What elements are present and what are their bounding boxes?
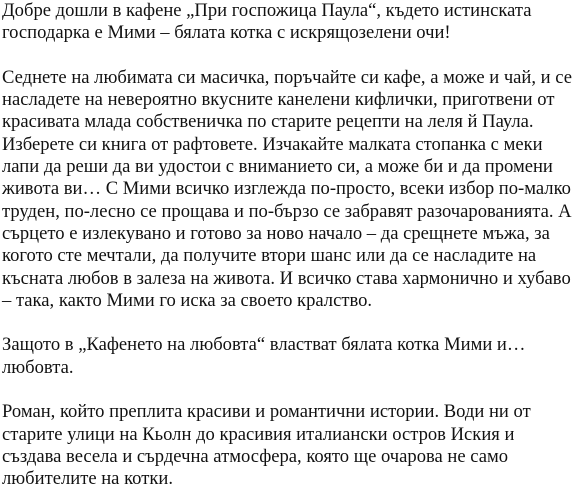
story-paragraph: Седнете на любимата си масичка, поръчайте си кафе, а може и чай, и се насладете на невероятно вкусните канелени кифлички, приготвени от красивата млада собственичка по старите рецепти на леля й Паула. Изберете си книга от рафтовете. Изчакайте малката стопанка с меки лапи да реши да ви удостои с вниманието си, а може би и да промени живота ви… С Мими всичко изглежда по-просто, всеки избор по-малко труден, по-лесно се прощава и по-бързо се забравят разочарованията. А сърцето е излекувано и готово за ново начало – да срещнете мъжа, за когото сте мечтали, да получите втори шанс или да се насладите на късната любов в залеза на живота. И всичко става хармонично и хубаво – така, както Мими го иска за своето кралство. <box>2 66 573 311</box>
summary-paragraph: Роман, който преплита красиви и романтични истории. Води ни от старите улици на Кьолн до красивия италиански остров Иския и създава весела и сърдечна атмосфера, която ще очарова не само любителите на котки. <box>2 401 531 490</box>
intro-paragraph: Добре дошли в кафене „При госпожица Паула“, където истинската господарка е Мими – бялата котка с искрящозелени очи! <box>2 0 532 44</box>
tagline-paragraph: Защото в „Кафенето на любовта“ властват бялата котка Мими и… любовта. <box>2 334 526 378</box>
